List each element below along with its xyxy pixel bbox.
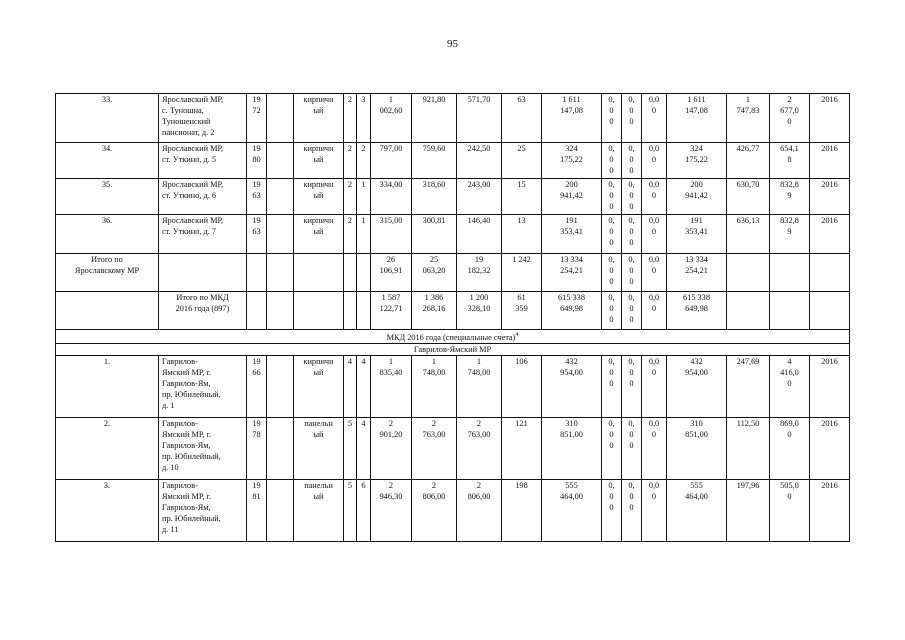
table-cell: 13 334 254,21	[667, 254, 727, 292]
table-cell: 2016	[810, 355, 850, 417]
table-cell: 869,0 0	[770, 417, 810, 479]
table-cell: 200 941,42	[542, 179, 602, 215]
table-cell	[294, 292, 344, 330]
table-cell: 654,1 8	[770, 143, 810, 179]
table-cell: 1 748,00	[412, 355, 457, 417]
table-cell: 112,50	[727, 417, 770, 479]
table-cell: 2016	[810, 179, 850, 215]
table-cell: 4	[344, 355, 357, 417]
table-cell: кирпичн ый	[294, 355, 344, 417]
table-cell: 2016	[810, 417, 850, 479]
table-cell: 2 901,20	[371, 417, 412, 479]
table-cell	[56, 292, 159, 330]
table-cell: 0,0 0	[642, 179, 667, 215]
table-cell: 2	[344, 143, 357, 179]
table-cell: 0, 0 0	[602, 94, 622, 143]
table-cell: 0, 0 0	[622, 254, 642, 292]
table-cell: 0, 0 0	[622, 94, 642, 143]
table-cell	[267, 292, 294, 330]
table-cell	[770, 292, 810, 330]
table-cell: 26 106,91	[371, 254, 412, 292]
table-cell: 247,69	[727, 355, 770, 417]
section-yaroslavsky	[56, 94, 850, 330]
table-cell: 310 851,00	[667, 417, 727, 479]
table-cell: 0, 0 0	[602, 254, 622, 292]
table-cell	[357, 292, 371, 330]
table-cell: 0, 0 0	[602, 179, 622, 215]
table-row	[56, 355, 850, 417]
table-cell: 2016	[810, 94, 850, 143]
table-cell: 1 002,60	[371, 94, 412, 143]
section-special-accounts	[56, 330, 850, 356]
table-cell: 797,00	[371, 143, 412, 179]
table-cell: 19 80	[247, 143, 267, 179]
table-cell	[810, 292, 850, 330]
table-cell: 0, 0 0	[602, 292, 622, 330]
table-cell: 35.	[56, 179, 159, 215]
table-cell: 0, 0 0	[622, 417, 642, 479]
table-cell: 1	[357, 215, 371, 254]
housing-table	[55, 93, 850, 542]
table-cell: Гаврилов- Ямский МР, г. Гаврилов-Ям, пр. Юбилейный, д. 10	[159, 417, 247, 479]
table-cell: 1 835,40	[371, 355, 412, 417]
table-cell: 921,80	[412, 94, 457, 143]
table-cell: панельн ый	[294, 417, 344, 479]
table-cell: 1 611 147,08	[667, 94, 727, 143]
table-cell: 426,77	[727, 143, 770, 179]
table-row	[56, 94, 850, 143]
table-cell: 324 175,22	[542, 143, 602, 179]
section-title: МКД 2016 года (специальные счета)$^4$	[56, 330, 850, 344]
table-cell: 555 464,00	[667, 479, 727, 541]
table-cell: 759,60	[412, 143, 457, 179]
table-row	[56, 179, 850, 215]
table-cell: Гаврилов- Ямский МР, г. Гаврилов-Ям, пр. Юбилейный, д. 11	[159, 479, 247, 541]
table-cell	[247, 292, 267, 330]
table-cell: 34.	[56, 143, 159, 179]
table-cell	[267, 417, 294, 479]
table-cell: 315,00	[371, 215, 412, 254]
district-header-row	[56, 343, 850, 355]
table-cell	[267, 143, 294, 179]
table-cell: 19 81	[247, 479, 267, 541]
table-cell: Ярославский МР, ст. Уткино, д. 5	[159, 143, 247, 179]
table-cell	[344, 254, 357, 292]
table-cell	[267, 94, 294, 143]
table-cell: 0, 0 0	[622, 143, 642, 179]
section-gavrilov-yam	[56, 355, 850, 541]
table-cell: 0, 0 0	[602, 417, 622, 479]
table-cell: 6	[357, 479, 371, 541]
table-cell	[267, 179, 294, 215]
table-cell	[159, 254, 247, 292]
table-cell: 0,0 0	[642, 417, 667, 479]
table-cell: 0,0 0	[642, 292, 667, 330]
table-cell: 1	[357, 179, 371, 215]
table-cell: 615 338 649,98	[542, 292, 602, 330]
table-cell: Ярославский МР, ст. Уткино, д. 7	[159, 215, 247, 254]
table-cell	[267, 215, 294, 254]
table-cell: 2 806,00	[457, 479, 502, 541]
table-cell: 832,8 9	[770, 179, 810, 215]
table-cell: 25 063,20	[412, 254, 457, 292]
table-cell: 2	[344, 215, 357, 254]
table-cell: 1 386 268,16	[412, 292, 457, 330]
table-cell: 63	[502, 94, 542, 143]
table-cell: 19 78	[247, 417, 267, 479]
table-cell: 324 175,22	[667, 143, 727, 179]
table-cell: 432 954,00	[542, 355, 602, 417]
table-cell: 106	[502, 355, 542, 417]
total-row-yaroslavsky	[56, 254, 850, 292]
table-cell: 0,0 0	[642, 94, 667, 143]
table-cell: 19 63	[247, 179, 267, 215]
table-cell: 615 338 649,98	[667, 292, 727, 330]
table-cell: кирпичн ый	[294, 94, 344, 143]
page-number: 95	[447, 38, 458, 50]
table-cell: 1.	[56, 355, 159, 417]
table-cell: 0,0 0	[642, 254, 667, 292]
table-cell: 1 611 147,08	[542, 94, 602, 143]
table-cell: 3.	[56, 479, 159, 541]
table-cell: 2 677,0 0	[770, 94, 810, 143]
table-cell: 4 416,0 0	[770, 355, 810, 417]
table-cell: 432 954,00	[667, 355, 727, 417]
table-cell: 5	[344, 479, 357, 541]
table-cell	[810, 254, 850, 292]
table-cell: 0, 0 0	[622, 479, 642, 541]
table-cell: 25	[502, 143, 542, 179]
table-cell	[247, 254, 267, 292]
table-cell: 0,0 0	[642, 143, 667, 179]
table-cell: 191 353,41	[667, 215, 727, 254]
table-cell: 1 587 122,71	[371, 292, 412, 330]
table-cell: 2.	[56, 417, 159, 479]
table-cell: 198	[502, 479, 542, 541]
table-cell	[727, 292, 770, 330]
table-cell: Гаврилов- Ямский МР, г. Гаврилов-Ям, пр. Юбилейный, д. 1	[159, 355, 247, 417]
table-cell: 33.	[56, 94, 159, 143]
table-cell: 4	[357, 417, 371, 479]
table-cell: 200 941,42	[667, 179, 727, 215]
table-cell: 19 66	[247, 355, 267, 417]
table-cell: 334,00	[371, 179, 412, 215]
section-header-row	[56, 330, 850, 344]
table-cell	[357, 254, 371, 292]
table-cell: 0,0 0	[642, 479, 667, 541]
table-cell: 2 763,00	[457, 417, 502, 479]
table-cell: 3	[357, 94, 371, 143]
table-cell: 0, 0 0	[622, 355, 642, 417]
table-cell	[294, 254, 344, 292]
table-cell: 0, 0 0	[602, 355, 622, 417]
table-cell	[267, 254, 294, 292]
table-cell: кирпичн ый	[294, 215, 344, 254]
table-cell: Итого по Ярославскому МР	[56, 254, 159, 292]
table-cell: 242,50	[457, 143, 502, 179]
table-cell: 2016	[810, 143, 850, 179]
table-cell	[770, 254, 810, 292]
table-cell: 505,0 0	[770, 479, 810, 541]
table-cell: 13	[502, 215, 542, 254]
table-cell: 191 353,41	[542, 215, 602, 254]
total-row-mkd	[56, 292, 850, 330]
table-cell: панельн ый	[294, 479, 344, 541]
district-title: Гаврилов-Ямский МР	[56, 343, 850, 355]
table-cell: кирпичн ый	[294, 179, 344, 215]
table-row	[56, 143, 850, 179]
table-cell: 19 72	[247, 94, 267, 143]
table-cell: 2	[344, 179, 357, 215]
table-cell: 571,70	[457, 94, 502, 143]
table-cell: 0, 0 0	[602, 215, 622, 254]
table-cell: 5	[344, 417, 357, 479]
table-cell: 19 182,32	[457, 254, 502, 292]
table-cell: 0,0 0	[642, 215, 667, 254]
table-cell: 146,40	[457, 215, 502, 254]
table-cell: 300,81	[412, 215, 457, 254]
table-cell: 0,0 0	[642, 355, 667, 417]
table-cell: 0, 0 0	[622, 215, 642, 254]
table-cell: 555 464,00	[542, 479, 602, 541]
table-cell: 2016	[810, 215, 850, 254]
table-cell: 1 747,83	[727, 94, 770, 143]
table-cell: 15	[502, 179, 542, 215]
table-cell: 832,8 9	[770, 215, 810, 254]
table-cell: кирпичн ый	[294, 143, 344, 179]
table-cell: 318,60	[412, 179, 457, 215]
table-cell	[344, 292, 357, 330]
table-cell: 2016	[810, 479, 850, 541]
table-cell	[727, 254, 770, 292]
table-cell: 310 851,00	[542, 417, 602, 479]
table-cell: 1 748,00	[457, 355, 502, 417]
table-cell: 2 946,30	[371, 479, 412, 541]
table-cell: 636,13	[727, 215, 770, 254]
table-row	[56, 479, 850, 541]
table-cell: 197,96	[727, 479, 770, 541]
table-cell: 121	[502, 417, 542, 479]
table-cell: 0, 0 0	[622, 292, 642, 330]
table-cell: 243,00	[457, 179, 502, 215]
table-cell	[267, 479, 294, 541]
table-cell: 2 806,00	[412, 479, 457, 541]
table-cell: 0, 0 0	[602, 143, 622, 179]
table-row	[56, 417, 850, 479]
table-cell: Ярославский МР, ст. Уткино, д. 6	[159, 179, 247, 215]
table-cell: 630,70	[727, 179, 770, 215]
table-cell: 1 242	[502, 254, 542, 292]
table-row	[56, 215, 850, 254]
table-cell: 13 334 254,21	[542, 254, 602, 292]
table-cell: 36.	[56, 215, 159, 254]
table-cell: 2	[344, 94, 357, 143]
table-cell: 61 359	[502, 292, 542, 330]
table-cell: 19 63	[247, 215, 267, 254]
table-cell: 0, 0 0	[622, 179, 642, 215]
table-cell: 2 763,00	[412, 417, 457, 479]
table-cell: Итого по МКД 2016 года (897)	[159, 292, 247, 330]
table-cell: Ярославский МР, с. Туношна, Туношенский пансионат, д. 2	[159, 94, 247, 143]
table-cell: 2	[357, 143, 371, 179]
table-cell: 4	[357, 355, 371, 417]
table-cell: 1 200 328,10	[457, 292, 502, 330]
table-cell	[267, 355, 294, 417]
table-cell: 0, 0 0	[602, 479, 622, 541]
